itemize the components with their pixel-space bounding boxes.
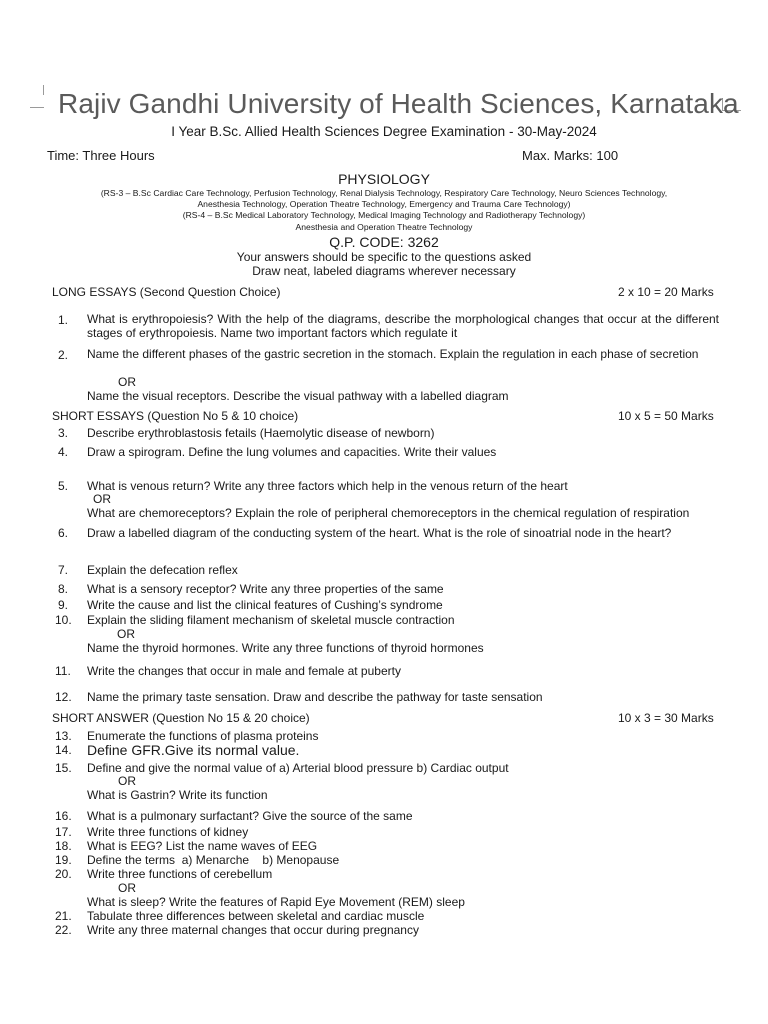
question-number: 2. — [58, 348, 69, 362]
or-label: OR — [117, 627, 135, 641]
question-5-alternative: What are chemoreceptors? Explain the role of peripheral chemoreceptors in the chemical regulation of respiration — [87, 506, 690, 520]
question-number: 6. — [58, 526, 69, 540]
or-label: OR — [118, 774, 136, 788]
question-10: Explain the sliding filament mechanism of skeletal muscle contraction — [87, 613, 455, 627]
instruction-2: Draw neat, labeled diagrams wherever necessary — [252, 264, 516, 278]
long-essays-marks: 2 x 10 = 20 Marks — [618, 285, 714, 299]
question-number: 19. — [55, 853, 72, 867]
or-label: OR — [93, 492, 111, 506]
question-5: What is venous return? Write any three factors which help in the venous return of the heart — [87, 479, 568, 493]
short-answer-marks: 10 x 3 = 30 Marks — [618, 711, 714, 725]
short-essays-heading: SHORT ESSAYS (Question No 5 & 10 choice) — [52, 409, 299, 423]
question-number: 22. — [55, 923, 72, 937]
question-9: Write the cause and list the clinical features of Cushing’s syndrome — [87, 598, 443, 612]
or-label: OR — [118, 881, 136, 895]
question-14: Define GFR.Give its normal value. — [87, 742, 300, 758]
question-17: Write three functions of kidney — [87, 825, 249, 839]
question-13: Enumerate the functions of plasma proteins — [87, 729, 319, 743]
question-6: Draw a labelled diagram of the conducting system of the heart. What is the role of sinoatrial node in the heart? — [87, 526, 672, 540]
question-20: Write three functions of cerebellum — [87, 867, 273, 881]
question-number: 10. — [55, 613, 72, 627]
question-2-alternative: Name the visual receptors. Describe the visual pathway with a labelled diagram — [87, 389, 509, 403]
question-number: 4. — [58, 445, 69, 459]
exam-title: I Year B.Sc. Allied Health Sciences Degree Examination - 30-May-2024 — [171, 124, 597, 139]
qp-code: Q.P. CODE: 3262 — [329, 234, 439, 250]
rs3-line-2: Anesthesia Technology, Operation Theatre Technology, Emergency and Trauma Care Technology) — [197, 199, 571, 209]
question-3: Describe erythroblastosis fetails (Haemolytic disease of newborn) — [87, 426, 435, 440]
question-number: 9. — [58, 598, 69, 612]
university-title: Rajiv Gandhi University of Health Sciences, Karnataka — [58, 88, 739, 119]
rs3-line-1: (RS-3 – B.Sc Cardiac Care Technology, Perfusion Technology, Renal Dialysis Technology, Respiratory Care Technology, Neuro Sciences Technology, — [100, 188, 668, 198]
question-number: 13. — [55, 729, 72, 743]
question-7: Explain the defecation reflex — [87, 563, 238, 577]
question-number: 18. — [55, 839, 72, 853]
question-19: Define the terms a) Menarche b) Menopause — [87, 853, 340, 867]
question-number: 15. — [55, 761, 72, 775]
question-number: 1. — [58, 313, 69, 327]
question-number: 17. — [55, 825, 72, 839]
question-15: Define and give the normal value of a) Arterial blood pressure b) Cardiac output — [87, 761, 509, 775]
question-20-alternative: What is sleep? Write the features of Rapid Eye Movement (REM) sleep — [87, 895, 465, 909]
rs4-line-2: Anesthesia and Operation Theatre Technology — [295, 222, 473, 232]
question-number: 20. — [55, 867, 72, 881]
question-number: 14. — [55, 743, 72, 757]
question-16: What is a pulmonary surfactant? Give the source of the same — [87, 809, 413, 823]
question-18: What is EEG? List the name waves of EEG — [87, 839, 318, 853]
question-2: Name the different phases of the gastric secretion in the stomach. Explain the regulation in each phase of secretion — [87, 347, 699, 361]
question-number: 12. — [55, 690, 72, 704]
question-21: Tabulate three differences between skeletal and cardiac muscle — [87, 909, 425, 923]
question-number: 21. — [55, 909, 72, 923]
question-22: Write any three maternal changes that occur during pregnancy — [87, 923, 419, 937]
question-number: 11. — [55, 664, 71, 678]
question-number: 5. — [58, 479, 69, 493]
subject-title: PHYSIOLOGY — [338, 171, 430, 187]
question-number: 8. — [58, 582, 69, 596]
max-marks: Max. Marks: 100 — [522, 148, 619, 163]
question-number: 3. — [58, 426, 69, 440]
long-essays-heading: LONG ESSAYS (Second Question Choice) — [52, 285, 281, 299]
question-number: 7. — [58, 563, 69, 577]
short-answer-heading: SHORT ANSWER (Question No 15 & 20 choice) — [52, 711, 310, 725]
question-8: What is a sensory receptor? Write any three properties of the same — [87, 582, 444, 596]
question-12: Name the primary taste sensation. Draw and describe the pathway for taste sensation — [87, 690, 543, 704]
question-10-alternative: Name the thyroid hormones. Write any three functions of thyroid hormones — [87, 641, 484, 655]
question-15-alternative: What is Gastrin? Write its function — [87, 788, 268, 802]
question-number: 16. — [55, 809, 72, 823]
question-1: What is erythropoiesis? With the help of the diagrams, describe the morphological changes that occur at the different stages of erythropoiesis. Name two important factors which regulate it — [87, 312, 719, 340]
question-11: Write the changes that occur in male and female at puberty — [87, 664, 401, 678]
instruction-1: Your answers should be specific to the questions asked — [236, 250, 532, 264]
rs4-line-1: (RS-4 – B.Sc Medical Laboratory Technology, Medical Imaging Technology and Radiotherapy Technology) — [182, 210, 586, 220]
short-essays-marks: 10 x 5 = 50 Marks — [618, 409, 714, 423]
question-4: Draw a spirogram. Define the lung volumes and capacities. Write their values — [87, 445, 497, 459]
or-label: OR — [118, 375, 136, 389]
exam-time: Time: Three Hours — [47, 148, 155, 163]
corner-mark-left — [30, 95, 44, 108]
